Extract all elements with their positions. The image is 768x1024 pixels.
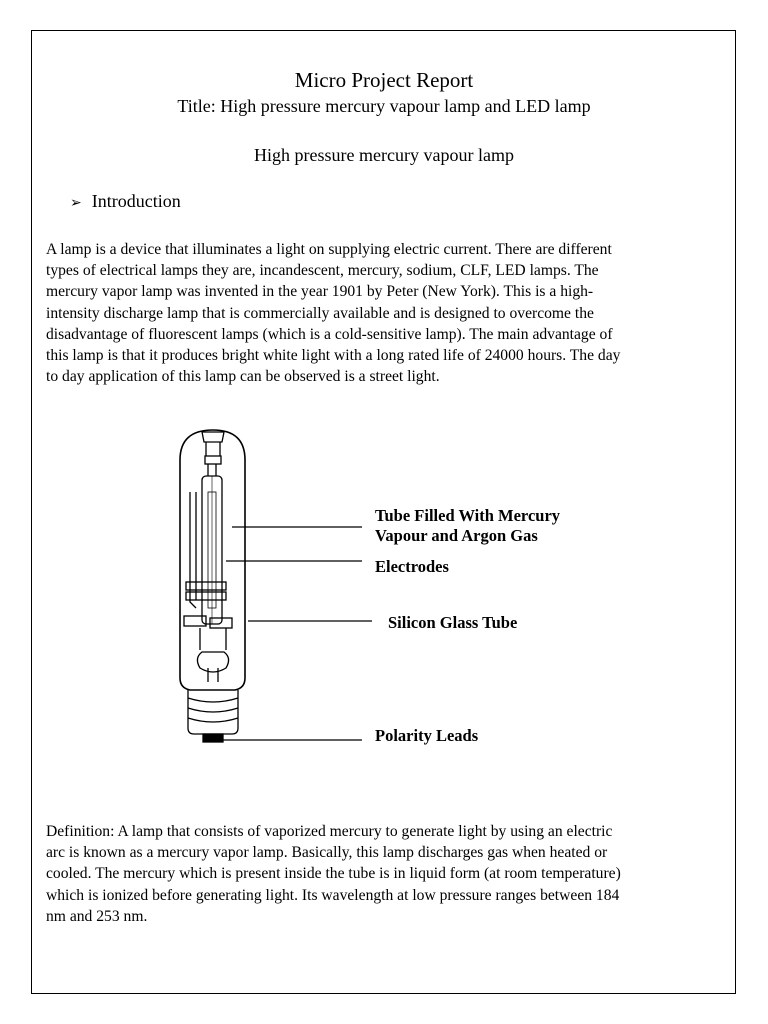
polarity-leads-label: Polarity Leads — [375, 726, 479, 745]
definition-paragraph: Definition: A lamp that consists of vaporized mercury to generate light by using an electric arc is known as a mercury vapor lamp. Basically, this lamp discharges gas when heated or cooled. The mercury which is present inside the tube is in liquid form (at room temperature) which is ionized before generating light. Its wavelength at low pressure ranges between 184 nm and 253 nm. — [46, 823, 621, 925]
introduction-heading-text: Introduction — [91, 191, 181, 211]
report-title: Micro Project Report — [294, 68, 474, 92]
tube-label: Tube Filled With Mercury Vapour and Argon Gas — [375, 506, 561, 545]
silicon-glass-tube-label: Silicon Glass Tube — [388, 613, 518, 632]
arrow-bullet-icon: ➢ — [70, 195, 82, 211]
document-title: Title: High pressure mercury vapour lamp and LED lamp — [177, 96, 591, 116]
section-heading: High pressure mercury vapour lamp — [254, 145, 514, 165]
mercury-lamp-diagram — [150, 420, 620, 750]
lamp-drawing — [150, 420, 620, 750]
introduction-heading — [70, 191, 181, 212]
introduction-paragraph: A lamp is a device that illuminates a light on supplying electric current. There are different types of electrical lamps they are, incandescent, mercury, sodium, CLF, LED lamps. The mercury vapor lamp was invented in the year 1901 by Peter (New York). This is a high- intensity discharge lamp that is commercially available and is designed to overcome the disadvantage of fluorescent lamps (which is a cold-sensitive lamp). The main advantage of this lamp is that it produces bright white light with a long rated life of 24000 hours. The day to day application of this lamp can be observed is a street light. — [46, 241, 621, 386]
electrodes-label: Electrodes — [375, 557, 449, 576]
